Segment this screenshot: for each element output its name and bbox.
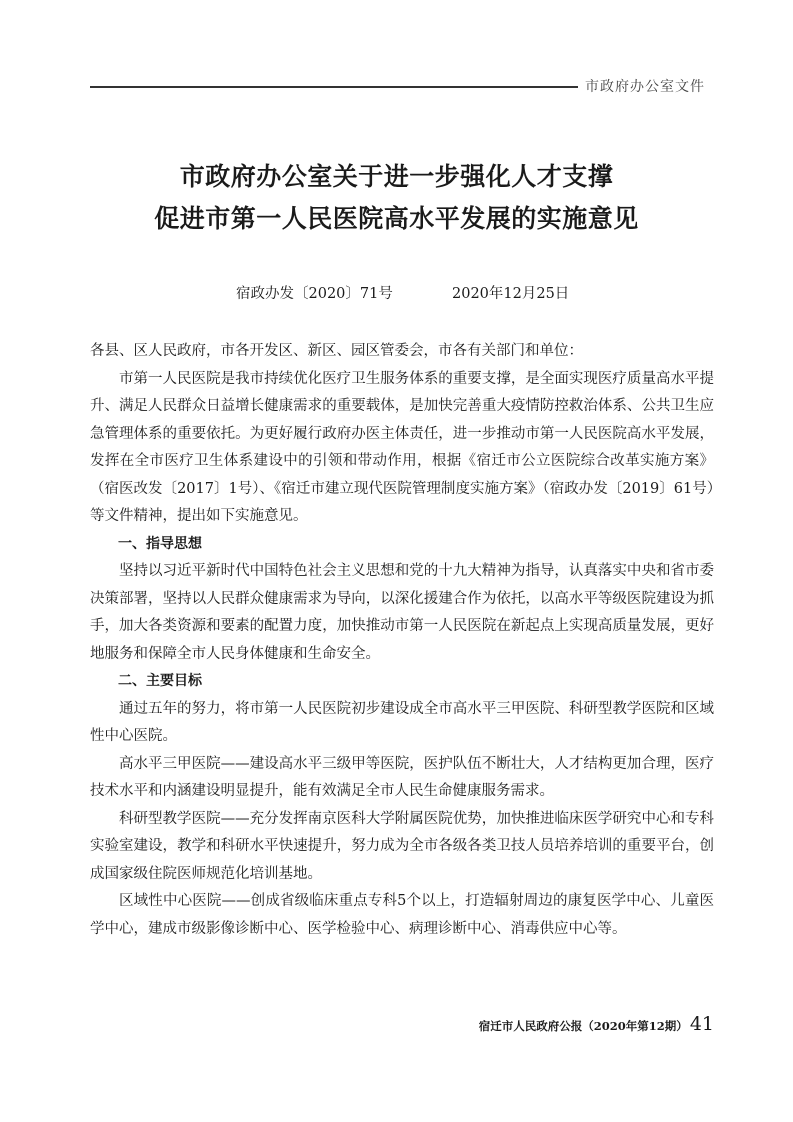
title-line-1: 市政府办公室关于进一步强化人才支撑: [179, 162, 614, 191]
document-date: 2020年12月25日: [452, 286, 570, 302]
main-goals-paragraph: 通过五年的努力，将市第一人民医院初步建设成全市高水平三甲医院、科研型教学医院和区域性中心医院。: [90, 700, 714, 744]
salutation: 各县、区人民政府，市各开发区、新区、园区管委会，市各有关部门和单位：: [90, 343, 583, 359]
goal-regional-center-hospital: 区域性中心医院——创成省级临床重点专科5个以上，打造辐射周边的康复医学中心、儿童医学中心，建成市级影像诊断中心、医学检验中心、病理诊断中心、消毒供应中心等。: [90, 893, 714, 937]
document-body: [90, 338, 714, 943]
title-line-2: 促进市第一人民医院高水平发展的实施意见: [154, 204, 639, 233]
page-number: 41: [689, 1013, 714, 1035]
document-number: 宿政办发〔2020〕71号: [236, 286, 393, 302]
page-footer: [479, 1013, 714, 1035]
header-rule: [90, 86, 578, 88]
intro-paragraph: 市第一人民医院是我市持续优化医疗卫生服务体系的重要支撑，是全面实现医疗质量高水平提升、满足人民群众日益增长健康需求的重要载体，是加快完善重大疫情防控救治体系、公共卫生应急管理体系的重要依托。为更好履行政府办医主体责任，进一步推动市第一人民医院高水平发展，发挥在全市医疗卫生体系建设中的引领和带动作用，根据《宿迁市公立医院综合改革实施方案》（宿医改发〔2017〕1号）、《宿迁市建立现代医院管理制度实施方案》（宿政办发〔2019〕61号）等文件精神，提出如下实施意见。: [90, 370, 714, 524]
section-heading-guiding-ideology: 一、指导思想: [118, 535, 202, 552]
header-label: 市政府办公室文件: [585, 79, 705, 95]
publication-name: 宿迁市人民政府公报（2020年第12期）: [478, 1019, 688, 1033]
section-heading-main-goals: 二、主要目标: [118, 673, 202, 689]
guiding-ideology-paragraph: 坚持以习近平新时代中国特色社会主义思想和党的十九大精神为指导，认真落实中央和省市委决策部署，坚持以人民群众健康需求为导向，以深化援建合作为依托，以高水平等级医院建设为抓手，加大各类资源和要素的配置力度，加快推动市第一人民医院在新起点上实现高质量发展，更好地服务和保障全市人民身体健康和生命安全。: [90, 563, 714, 662]
goal-research-teaching-hospital: 科研型教学医院——充分发挥南京医科大学附属医院优势，加快推进临床医学研究中心和专科实验室建设，教学和科研水平快速提升，努力成为全市各级各类卫技人员培养培训的重要平台，创成国家级住院医师规范化培训基地。: [90, 810, 714, 882]
goal-high-level-hospital: 高水平三甲医院——建设高水平三级甲等医院，医护队伍不断壮大，人才结构更加合理，医疗技术水平和内涵建设明显提升，能有效满足全市人民生命健康服务需求。: [90, 755, 714, 799]
document-title: [0, 156, 793, 240]
